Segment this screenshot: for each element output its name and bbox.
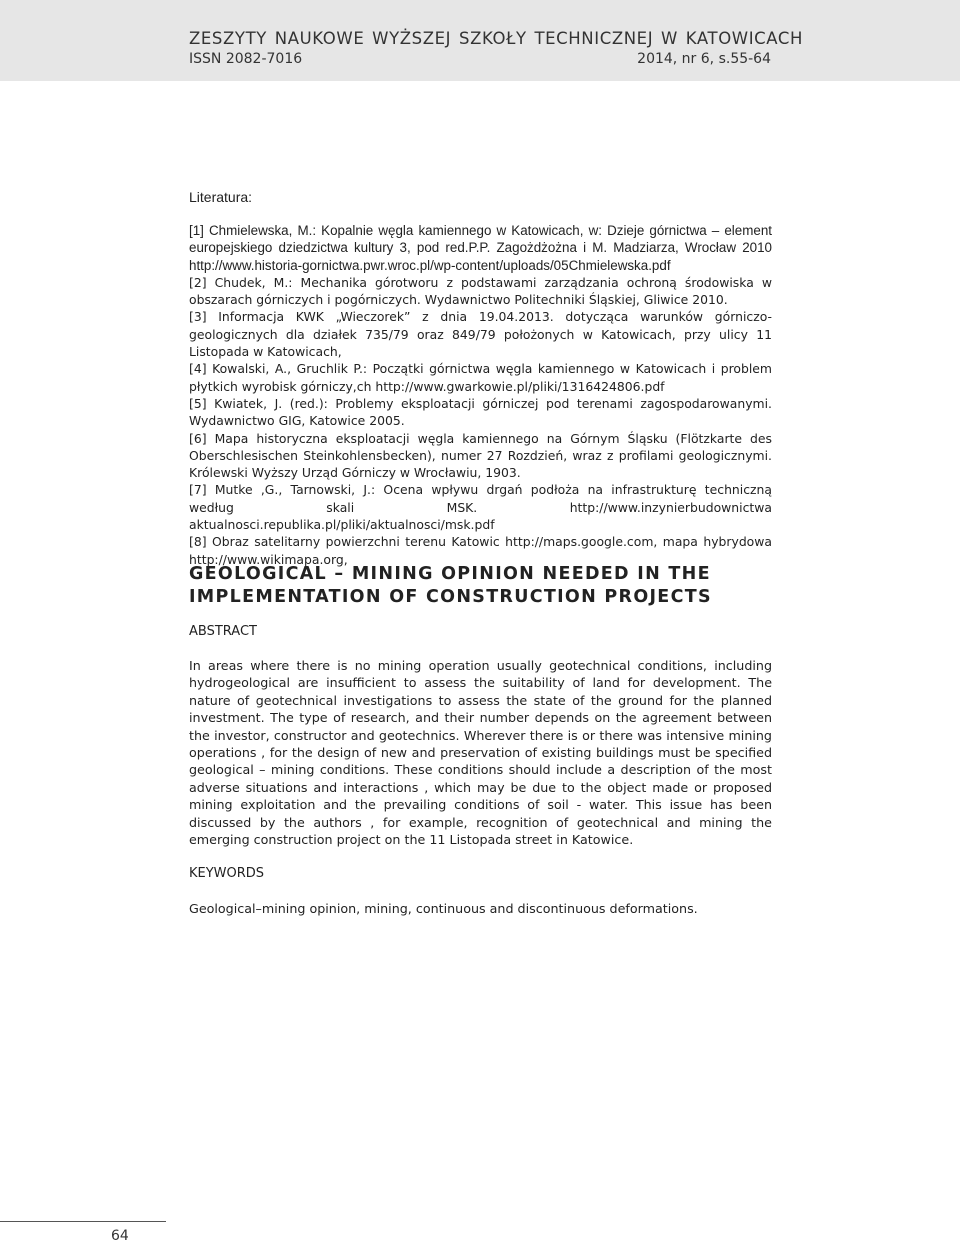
- english-title: GEOLOGICAL – MINING OPINION NEEDED IN THE IMPLEMENTATION OF CONSTRUCTION PROJECTS: [189, 564, 712, 607]
- reference-item: [3] Informacja KWK „Wieczorek” z dnia 19.04.2013. dotycząca warunków górniczo-geologicznych dla działek 735/79 oraz 849/79 położonych w Katowicach, przy ulicy 11 Listopada w Katowicach,: [189, 309, 772, 360]
- keywords-label: KEYWORDS: [189, 866, 265, 881]
- reference-item: [7] Mutke ,G., Tarnowski, J.: Ocena wpływu drgań podłoża na infrastrukturę techniczną według skali MSK. http://www.inzynierbudownictwa aktualnosci.republika.pl/pliki/aktualnosci/msk.pdf: [189, 482, 772, 533]
- reference-item: [4] Kowalski, A., Gruchlik P.: Początki górnictwa węgla kamiennego w Katowicach i problem płytkich wyrobisk górniczy,ch http://www.gwarkowie.pl/pliki/1316424806.pdf: [189, 361, 772, 394]
- reference-item: [6] Mapa historyczna eksploatacji węgla kamiennego na Górnym Śląsku (Flötzkarte des Oberschlesischen Steinkohlensbecken), numer 27 Rozdzień, wraz z profilami geologicznymi. Królewski Wyższy Urząd Górniczy w Wrocławiu, 1903.: [189, 430, 772, 481]
- page-header: [0, 0, 960, 81]
- reference-list: [189, 222, 772, 568]
- issn: ISSN 2082-7016: [189, 51, 303, 67]
- footer-rule: [0, 1221, 166, 1222]
- reference-item: [1] Chmielewska, M.: Kopalnie węgla kamiennego w Katowicach, w: Dzieje górnictwa – element europejskiego dziedzictwa kultury 3, pod red.P.P. Zagożdżożna i M. Madziarza, Wrocław 2010 http://www.historia-gornictwa.pwr.wroc.pl/wp-content/uploads/05Chmielewska.pdf: [189, 223, 772, 273]
- reference-item: [8] Obraz satelitarny powierzchni terenu Katowic http://maps.google.com, mapa hybrydowa http://www.wikimapa.org,: [189, 534, 772, 567]
- literature-heading: Literatura:: [189, 189, 253, 205]
- reference-item: [2] Chudek, M.: Mechanika górotworu z podstawami zarządzania ochroną środowiska w obszarach górniczych i pogórniczych. Wydawnictwo Politechniki Śląskiej, Gliwice 2010.: [189, 274, 772, 308]
- keywords-text: Geological–mining opinion, mining, continuous and discontinuous deformations.: [189, 901, 698, 916]
- journal-title: ZESZYTY NAUKOWE WYŻSZEJ SZKOŁY TECHNICZNEJ W KATOWICACH: [189, 29, 804, 48]
- page-number: 64: [111, 1228, 129, 1244]
- issue-info: 2014, nr 6, s.55-64: [637, 51, 771, 67]
- abstract-text: In areas where there is no mining operation usually geotechnical conditions, including hydrogeological are insufficient to assess the suitability of land for development. The nature of geotechnical investigations to assess the state of the ground for the planned investment. The type of research, and their number depends on the agreement between the investor, constructor and geotechnics. Wherever there is or there was intensive mining operations , for the design of new and preservation of existing buildings must be specified geological – mining conditions. These conditions should include a description of the most adverse situations and interactions , which may be due to the object made or proposed mining exploitation and the prevailing conditions of soil - water. This issue has been discussed by the authors , for example, recognition of geotechnical and mining the emerging construction project on the 11 Listopada street in Katowice.: [189, 658, 772, 848]
- reference-item: [5] Kwiatek, J. (red.): Problemy eksploatacji górniczej pod terenami zagospodarowanymi. Wydawnictwo GIG, Katowice 2005.: [189, 395, 772, 429]
- abstract-label: ABSTRACT: [189, 624, 257, 639]
